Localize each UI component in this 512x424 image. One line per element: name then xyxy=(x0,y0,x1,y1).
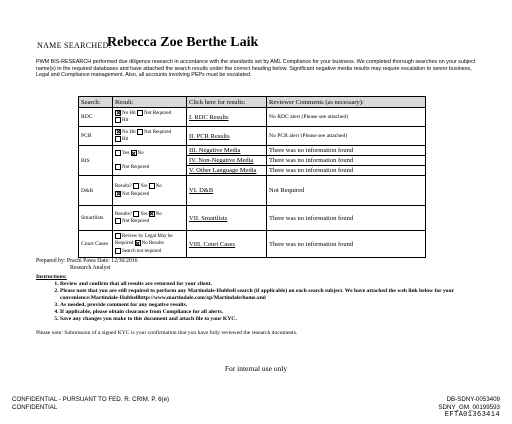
link-rdc-results[interactable]: I. RDC Results xyxy=(189,113,229,121)
comment-negative-media: There was no information found xyxy=(267,146,426,156)
link-cell-pcr xyxy=(187,127,267,146)
table-row-pcr xyxy=(79,127,426,146)
bates-efta: EFTA01363414 xyxy=(444,411,500,419)
instruction-item: 4. If applicable, please obtain clearance from Compliance for all alerts. xyxy=(60,309,476,316)
table-row-rdc xyxy=(79,108,426,127)
table-row-bis-1 xyxy=(79,146,426,156)
prepared-by xyxy=(36,258,138,272)
link-cell-dnb xyxy=(187,176,267,206)
search-dnb: D&B xyxy=(79,176,113,206)
instructions xyxy=(36,274,476,323)
comment-court-cases: There was no information found xyxy=(267,231,426,258)
result-smartlists xyxy=(113,206,187,231)
pcr-opt3-label: Hit xyxy=(122,137,129,143)
instruction-item: 5. Save any changes you make to this document and attach file to your KYC. xyxy=(60,316,476,323)
confidential-line2: CONFIDENTIAL xyxy=(12,404,58,411)
header-click: Click here for results: xyxy=(187,97,267,108)
link-negative-media[interactable]: III. Negative Media xyxy=(189,147,241,154)
comment-other-language-media: There was no information found xyxy=(267,166,426,176)
result-dnb xyxy=(113,176,187,206)
smartlists-no-label: No xyxy=(155,212,162,217)
search-smartlists: Smartlists xyxy=(79,206,113,231)
checkbox-rdc-hit[interactable] xyxy=(115,117,121,123)
result-pcr xyxy=(113,127,187,146)
link-non-negative-media[interactable]: IV. Non-Negative Media xyxy=(189,157,254,164)
rdc-opt3-label: Hit xyxy=(122,118,129,124)
internal-use-label: For internal use only xyxy=(224,364,288,373)
link-cell-court-cases xyxy=(187,231,267,258)
subject-name: Rebecca Zoe Berthe Laik xyxy=(107,35,259,50)
checkbox-rdc-nohit[interactable] xyxy=(115,110,121,116)
dnb-results-label: Results? xyxy=(115,184,132,190)
confidential-line1: CONFIDENTIAL - PURSUANT TO FED. R. CRIM. P. 6(e) xyxy=(12,396,170,403)
checkbox-dnb-no[interactable] xyxy=(149,183,155,189)
prepared-line1: Prepared by: Prachi Pawa Date: 12/30/2016 xyxy=(36,258,138,264)
header-search: Search: xyxy=(79,97,113,108)
results-table xyxy=(78,96,426,258)
checkbox-bis-yes[interactable] xyxy=(115,150,121,156)
table-row-smartlists xyxy=(79,206,426,231)
header-comments: Reviewer Comments (as necessary): xyxy=(267,97,426,108)
comment-smartlists: There was no information found xyxy=(267,206,426,231)
result-bis xyxy=(113,146,187,176)
link-cell-non-negative-media xyxy=(187,156,267,166)
smartlists-notreq-label: Not Required xyxy=(122,219,150,225)
court-opt3-label: Search not required xyxy=(122,248,162,254)
link-smartlists[interactable]: VII. Smartlists xyxy=(189,214,228,222)
instructions-list xyxy=(36,281,476,323)
bates-sdny: SDNY_GM_00199593 xyxy=(438,404,500,411)
header-result: Result: xyxy=(113,97,187,108)
checkbox-smartlists-yes[interactable] xyxy=(133,211,139,217)
link-cell-smartlists xyxy=(187,206,267,231)
link-cell-negative-media xyxy=(187,146,267,156)
instructions-title: Instructions: xyxy=(36,274,67,280)
rdc-opt2-label: Not Required xyxy=(144,111,172,116)
smartlists-results-label: Results? xyxy=(115,212,132,217)
search-court-cases: Court Cases xyxy=(79,231,113,258)
checkbox-dnb-yes[interactable] xyxy=(133,183,139,189)
result-rdc xyxy=(113,108,187,127)
court-opt1-label: Review by Legal May be Required xyxy=(115,234,173,247)
checkbox-court-notreq[interactable] xyxy=(115,248,121,254)
checkbox-pcr-hit[interactable] xyxy=(115,136,121,142)
link-cell-rdc xyxy=(187,108,267,127)
bates-db: DB-SDNY-0053409 xyxy=(446,396,500,403)
checkbox-court-noresults[interactable] xyxy=(135,240,141,246)
bis-yes-label: Yes xyxy=(122,151,130,157)
table-header-row xyxy=(79,97,426,108)
comment-dnb: Not Required xyxy=(267,176,426,206)
search-bis: BIS xyxy=(79,146,113,176)
checkbox-pcr-nohit[interactable] xyxy=(115,129,121,135)
comment-rdc: No RDC alert (Please see attached) xyxy=(267,108,426,127)
submission-note: Please note: Submission of a signed KYC is your confirmation that you have fully reviewed the research documents. xyxy=(36,330,298,336)
checkbox-rdc-notreq[interactable] xyxy=(137,110,143,116)
comment-pcr: No PCR alert (Please see attached) xyxy=(267,127,426,146)
dnb-notreq-label: Not Required xyxy=(122,191,150,197)
comment-non-negative-media: There was no information found xyxy=(267,156,426,166)
search-rdc: RDC xyxy=(79,108,113,127)
checkbox-court-review[interactable] xyxy=(115,233,121,239)
instruction-item: 3. As needed, provide comment for any negative results. xyxy=(60,302,476,309)
court-opt2-label: No Results xyxy=(141,241,164,247)
pcr-opt1-label: No Hit xyxy=(122,130,136,135)
intro-paragraph: PWM BIS-RESEARCH performed due diligence research in accordance with the standards set by AML Compliance for your business. We completed thorough searches on your subject name(s) in the required databases and have attached the search results under the correct heading below. Significant negative media results may require escalation to senior business, Legal and Compliance management. Also, all accounts involving PEPs must be escalated. xyxy=(36,59,476,79)
name-searched-label: NAME SEARCHED: xyxy=(37,41,112,50)
checkbox-smartlists-no[interactable] xyxy=(149,211,155,217)
dnb-no-label: No xyxy=(155,184,162,190)
search-pcr: PCR xyxy=(79,127,113,146)
link-court-cases[interactable]: VIII. Court Cases xyxy=(189,240,236,248)
prepared-line2: Research Analyst xyxy=(70,265,111,271)
link-pcr-results[interactable]: II. PCR Results xyxy=(189,132,230,140)
checkbox-bis-no[interactable] xyxy=(131,150,137,156)
table-row-dnb xyxy=(79,176,426,206)
rdc-opt1-label: No Hit xyxy=(122,111,136,116)
instruction-item: 2. Please note that you are still required to perform any Martindale-Hubbell search (if applicable) on each search subject. We have attached the web link below for your convenience:Martindale-Hubbellhttp://www.martindale.com/xp/Martindale/home.xml xyxy=(60,288,476,302)
instruction-item: 1. Review and confirm that all results are returned for your client. xyxy=(60,281,476,288)
dnb-yes-label: Yes xyxy=(140,184,148,190)
pcr-opt2-label: Not Required xyxy=(144,130,172,135)
checkbox-smartlists-notreq[interactable] xyxy=(115,218,121,224)
bis-no-label: No xyxy=(137,151,144,157)
link-other-language-media[interactable]: V. Other Language Media xyxy=(189,167,257,174)
bis-notreq-label: Not Required xyxy=(122,164,150,170)
smartlists-yes-label: Yes xyxy=(140,212,148,217)
table-row-court-cases xyxy=(79,231,426,258)
checkbox-pcr-notreq[interactable] xyxy=(137,129,143,135)
link-dnb[interactable]: VI. D&B xyxy=(189,187,214,194)
link-cell-other-language-media xyxy=(187,166,267,176)
result-court-cases xyxy=(113,231,187,258)
checkbox-dnb-notreq[interactable] xyxy=(115,191,121,197)
checkbox-bis-notreq[interactable] xyxy=(115,164,121,170)
